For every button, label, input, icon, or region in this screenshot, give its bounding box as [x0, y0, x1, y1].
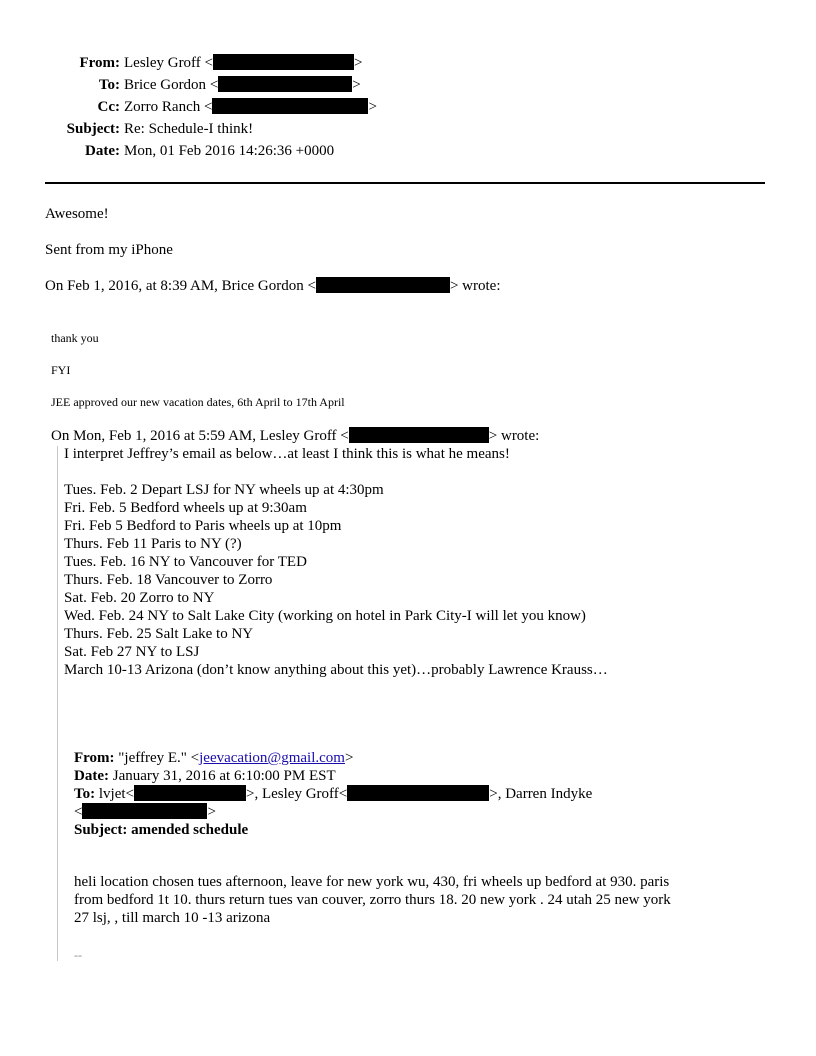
fwd-date-label: Date:	[74, 768, 109, 784]
brice-note: JEE approved our new vacation dates, 6th April to 17th April	[51, 395, 345, 409]
fwd-to-row: To: lvjet< >, Lesley Groff< >, Darren Indyke	[74, 786, 593, 802]
redaction-block	[82, 803, 207, 819]
brice-thanks: thank you	[51, 331, 99, 345]
to-name: Brice Gordon	[124, 77, 207, 93]
reply-line-awesome: Awesome!	[45, 206, 109, 222]
to-label: To:	[98, 77, 120, 93]
lesley-attribution: On Mon, Feb 1, 2016 at 5:59 AM, Lesley Groff < > wrote:	[51, 428, 540, 444]
schedule-item: Tues. Feb. 16 NY to Vancouver for TED	[64, 554, 307, 570]
schedule-item: March 10-13 Arizona (don’t know anything about this yet)…probably Lawrence Krauss…	[64, 662, 608, 678]
header-divider	[45, 182, 765, 184]
fwd-to-first: lvjet	[98, 786, 126, 802]
redaction-block	[347, 785, 489, 801]
fwd-to-row-cont: < >	[74, 804, 216, 820]
subject-value: Re: Schedule-I think!	[124, 121, 254, 137]
date-label: Date:	[85, 143, 120, 159]
reply-signature: Sent from my iPhone	[45, 242, 173, 258]
from-name: Lesley Groff	[124, 55, 201, 71]
fwd-subject-value: amended schedule	[131, 822, 249, 838]
redaction-block	[212, 98, 368, 114]
reply-attribution: On Feb 1, 2016, at 8:39 AM, Brice Gordon < > wrote:	[45, 278, 501, 294]
fwd-body-line-2: from bedford 1t 10. thurs return tues van couver, zorro thurs 18. 20 new york . 24 utah 25 new york	[74, 892, 671, 908]
quote-bar	[57, 446, 58, 961]
attribution-text: On Mon, Feb 1, 2016 at 5:59 AM, Lesley Groff	[51, 428, 337, 444]
schedule-item: Tues. Feb. 2 Depart LSJ for NY wheels up at 4:30pm	[64, 482, 384, 498]
redaction-block	[316, 277, 450, 293]
schedule-item: Fri. Feb 5 Bedford to Paris wheels up at 10pm	[64, 518, 342, 534]
attribution-wrote: wrote:	[462, 278, 501, 294]
fwd-subject-label: Subject:	[74, 822, 128, 838]
subject-label: Subject:	[66, 121, 120, 137]
fwd-from-name: "jeffrey E."	[118, 750, 187, 766]
cc-label: Cc:	[97, 99, 120, 115]
schedule-item: Fri. Feb. 5 Bedford wheels up at 9:30am	[64, 500, 307, 516]
fwd-date-value: January 31, 2016 at 6:10:00 PM EST	[112, 768, 336, 784]
fwd-to-label: To:	[74, 786, 96, 802]
lesley-intro: I interpret Jeffrey’s email as below…at least I think this is what he means!	[64, 446, 510, 462]
fwd-from-label: From:	[74, 750, 115, 766]
schedule-item: Wed. Feb. 24 NY to Salt Lake City (working on hotel in Park City-I will let you know)	[64, 608, 586, 624]
fwd-from-email-link[interactable]: jeevacation@gmail.com	[199, 750, 345, 766]
attribution-wrote: wrote:	[500, 428, 540, 444]
fwd-to-second: Lesley Groff	[261, 786, 339, 802]
brice-fyi: FYI	[51, 363, 71, 377]
schedule-item: Sat. Feb. 20 Zorro to NY	[64, 590, 215, 606]
fwd-body-line-3: 27 lsj, , till march 10 -13 arizona	[74, 910, 271, 926]
fwd-date-row	[74, 767, 336, 785]
schedule-item: Sat. Feb 27 NY to LSJ	[64, 644, 200, 660]
schedule-item: Thurs. Feb. 18 Vancouver to Zorro	[64, 572, 273, 588]
fwd-signature-dashes: --	[74, 948, 82, 962]
redaction-block	[218, 76, 352, 92]
fwd-to-third: Darren Indyke	[505, 786, 593, 802]
fwd-subject-row	[74, 821, 248, 839]
schedule-item: Thurs. Feb. 25 Salt Lake to NY	[64, 626, 254, 642]
date-value: Mon, 01 Feb 2016 14:26:36 +0000	[124, 143, 335, 159]
fwd-body-line-1: heli location chosen tues afternoon, leave for new york wu, 430, fri wheels up bedford at 930. paris	[74, 874, 670, 890]
schedule-item: Thurs. Feb 11 Paris to NY (?)	[64, 536, 242, 552]
attribution-text: On Feb 1, 2016, at 8:39 AM, Brice Gordon	[45, 278, 304, 294]
redaction-block	[349, 427, 489, 443]
cc-name: Zorro Ranch	[124, 99, 201, 115]
fwd-from-row: From: "jeffrey E." <jeevacation@gmail.com>	[74, 750, 354, 766]
from-label: From:	[79, 55, 120, 71]
redaction-block	[134, 785, 246, 801]
redaction-block	[213, 54, 354, 70]
